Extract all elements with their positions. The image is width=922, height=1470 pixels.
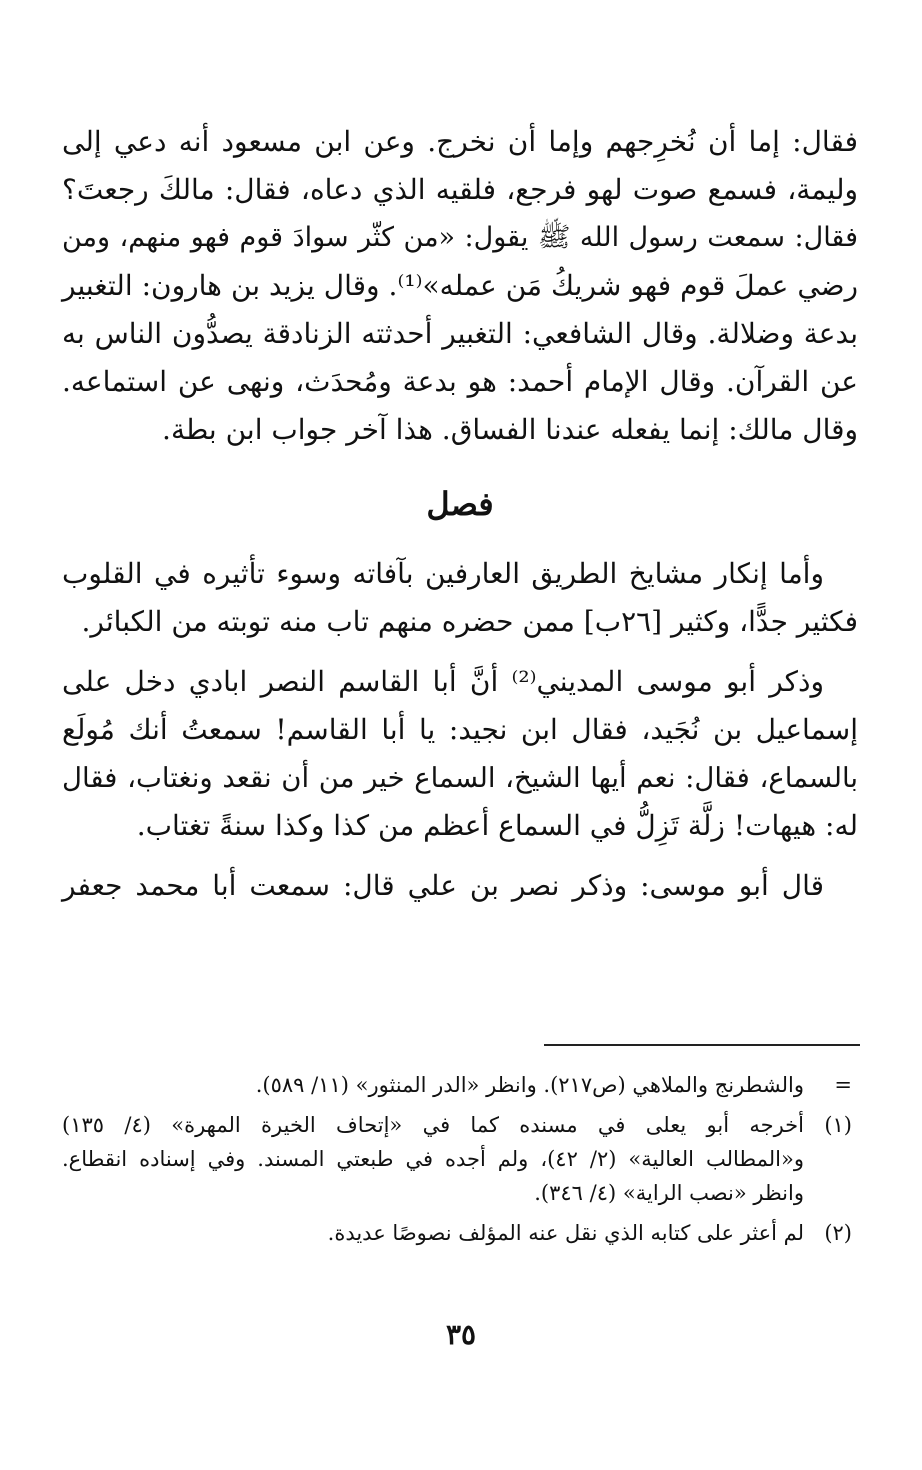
text-line: بدعة وضلالة. وقال الشافعي: التغبير أحدثته الزنادقة يصدُّون الناس به: [62, 317, 858, 350]
section-heading: فصل: [426, 485, 494, 523]
text-line: وقال مالك: إنما يفعله عندنا الفساق. هذا آخر جواب ابن بطة.: [162, 413, 858, 446]
footnote-mark: (٢): [824, 1221, 852, 1245]
footnote-1: [62, 1108, 858, 1210]
footnote-continued: [62, 1068, 858, 1102]
footnote-line: لم أعثر على كتابه الذي نقل عنه المؤلف نصوصًا عديدة.: [327, 1221, 804, 1245]
text-line: وأما إنكار مشايخ الطريق العارفين بآفاته وسوء تأثيره في القلوب: [62, 557, 824, 590]
footnote-line: وانظر «نصب الراية» (٤/ ٣٤٦).: [534, 1181, 804, 1205]
main-text: [62, 118, 858, 910]
text-line: فقال: سمعت رسول الله ﷺ يقول: «من كثّر سوادَ قوم فهو منهم، ومن: [62, 222, 858, 253]
text-line: قال أبو موسى: وذكر نصر بن علي قال: سمعت أبا محمد جعفر: [62, 869, 824, 902]
text-line: فكثير جدًّا، وكثير [٢٦ب] ممن حضره منهم تاب منه توبته من الكبائر.: [81, 605, 858, 638]
text-line: عن القرآن. وقال الإمام أحمد: هو بدعة ومُحدَث، ونهى عن استماعه.: [62, 365, 858, 398]
paragraph-4: [62, 862, 858, 910]
footnote-divider: [544, 1044, 860, 1046]
text-line: فقال: إما أن نُخرِجهم وإما أن نخرج. وعن ابن مسعود أنه دعي إلى: [62, 125, 858, 158]
footnote-line: و«المطالب العالية» (٢/ ٤٢)، ولم أجده في طبعتي المسند. وفي إسناده انقطاع.: [62, 1147, 805, 1171]
footnote-mark: =: [834, 1073, 852, 1097]
paragraph-2: [62, 550, 858, 646]
footnotes: [62, 1068, 858, 1256]
footnote-line: والشطرنج والملاهي (ص٢١٧). وانظر «الدر المنثور» (١١/ ٥٨٩).: [255, 1073, 804, 1097]
text-line: وليمة، فسمع صوت لهو فرجع، فلقيه الذي دعاه، فقال: مالكَ رجعتَ؟: [62, 173, 858, 206]
text-line: رضي عملَ قوم فهو شريكُ مَن عمله»⁽¹⁾. وقال يزيد بن هارون: التغبير: [62, 269, 858, 302]
paragraph-3: [62, 658, 858, 850]
footnote-mark: (١): [824, 1113, 852, 1137]
paragraph-1: [62, 118, 858, 454]
footnote-line: أخرجه أبو يعلى في مسنده كما في «إتحاف الخيرة المهرة» (٤/ ١٣٥): [62, 1113, 804, 1137]
text-line: بالسماع، فقال: نعم أيها الشيخ، السماع خير من أن نقعد ونغتاب، فقال: [62, 762, 858, 794]
footnote-2: [62, 1216, 858, 1250]
page-number: ٣٥: [445, 1318, 477, 1351]
text-line: له: هيهات! زلَّة تَزِلُّ في السماع أعظم من كذا وكذا سنةً تغتاب.: [136, 809, 858, 842]
text-line: وذكر أبو موسى المديني⁽²⁾ أنَّ أبا القاسم النصر ابادي دخل على: [62, 665, 824, 698]
text-line: إسماعيل بن نُجَيد، فقال ابن نجيد: يا أبا القاسم! سمعتُ أنك مُولَع: [62, 713, 858, 746]
